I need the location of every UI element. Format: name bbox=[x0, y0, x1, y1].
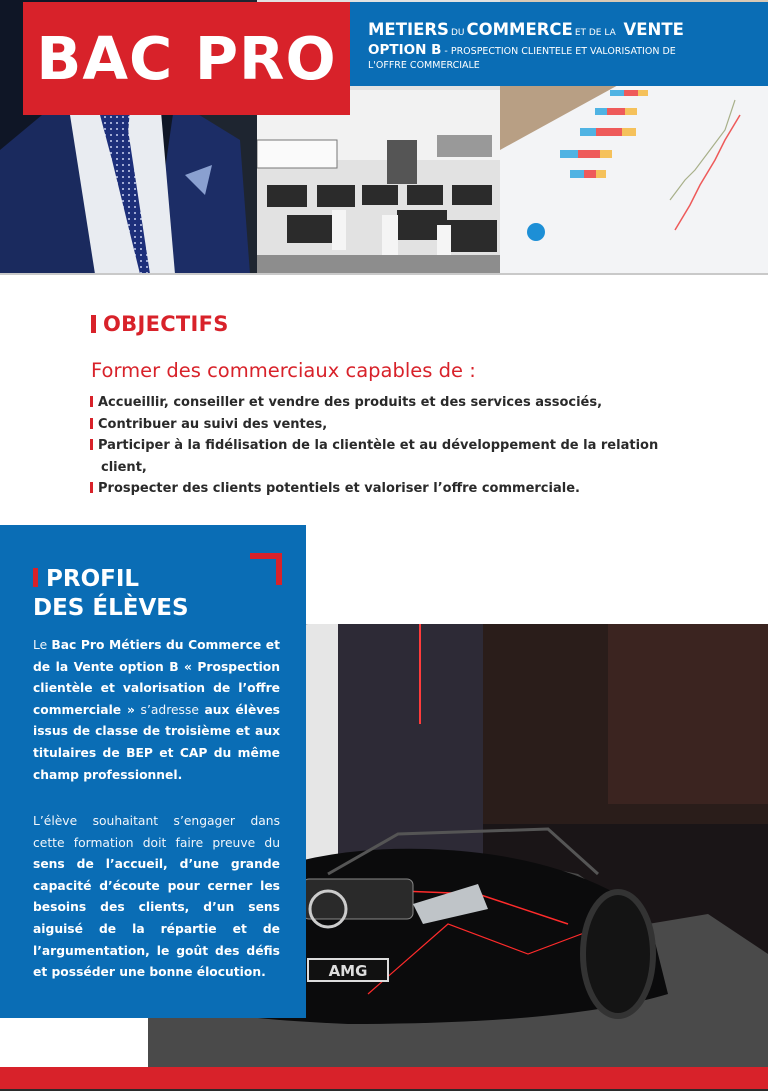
diploma-option: OPTION B - PROSPECTION CLIENTELE ET VALORISATION DE bbox=[368, 42, 676, 58]
list-item: Accueillir, conseiller et vendre des produits et des services associés, bbox=[90, 392, 690, 414]
bullet-icon bbox=[90, 396, 93, 407]
bac-pro-title: BAC PRO bbox=[36, 24, 337, 93]
profil-panel bbox=[0, 525, 306, 1018]
objectifs-list bbox=[90, 392, 690, 500]
diploma-subtitle-banner bbox=[350, 2, 768, 86]
photo-strip-divider bbox=[0, 273, 768, 275]
bullet-icon bbox=[90, 439, 93, 450]
diploma-option-cont: L'OFFRE COMMERCIALE bbox=[368, 60, 480, 71]
profil-heading: PROFIL DES ÉLÈVES bbox=[33, 566, 189, 621]
profil-paragraph-qualities: L’élève souhaitant s’engager dans cette formation doit faire preuve du sens de l’accueil, d’une grande capacité d’écoute pour cerner les besoins des clients, d’un sens aiguisé de la répartie et de l’argumentation, le goût des défis et posséder une bonne élocution. bbox=[33, 814, 280, 980]
bullet-icon bbox=[90, 418, 93, 429]
amg-badge: AMG bbox=[328, 962, 368, 980]
red-bar-marker bbox=[33, 568, 38, 587]
corner-bracket-icon bbox=[250, 553, 282, 585]
objectifs-heading: OBJECTIFS bbox=[91, 312, 229, 336]
bullet-icon bbox=[90, 482, 93, 493]
red-bar-marker bbox=[91, 315, 96, 333]
profil-paragraph-audience: Le Bac Pro Métiers du Commerce et de la Vente option B « Prospection clientèle et valorisation de l’offre commerciale » s’adresse aux élèves issus de classe de troisième et aux titulaires de BEP et CAP du même champ professionnel. bbox=[33, 638, 280, 782]
list-item: Participer à la fidélisation de la clientèle et au développement de la relation client, bbox=[90, 435, 690, 478]
bac-pro-title-banner bbox=[23, 2, 350, 115]
objectifs-intro: Former des commerciaux capables de : bbox=[91, 359, 476, 382]
list-item: Contribuer au suivi des ventes, bbox=[90, 414, 690, 436]
diploma-name: METIERS DU COMMERCE ET DE LA VENTE bbox=[368, 20, 684, 39]
footer-red-band bbox=[0, 1067, 768, 1089]
list-item: Prospecter des clients potentiels et valoriser l’offre commerciale. bbox=[90, 478, 690, 500]
